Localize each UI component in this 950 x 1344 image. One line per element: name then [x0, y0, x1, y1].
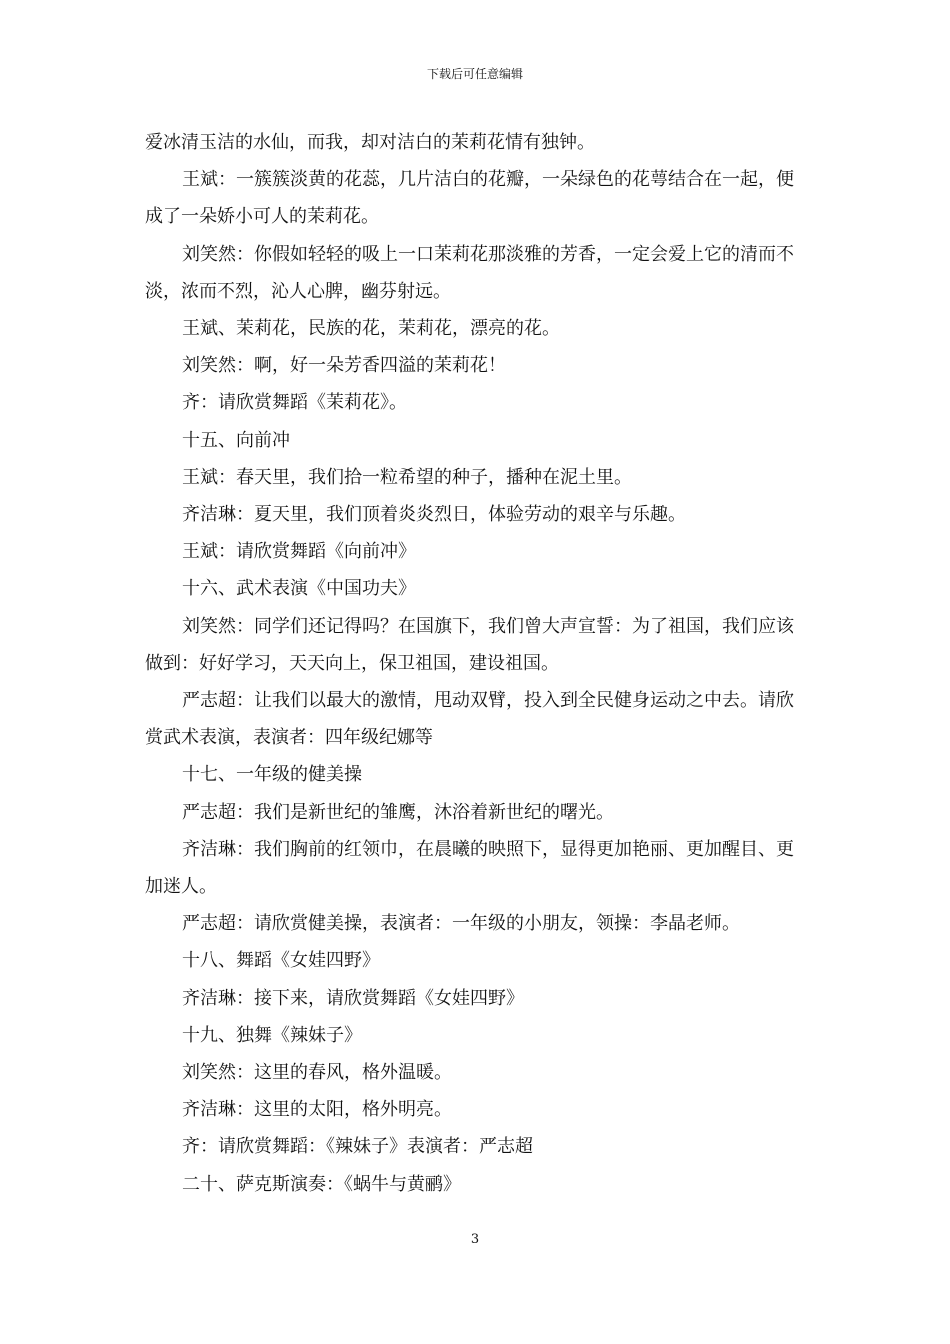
paragraph: 齐：请欣赏舞蹈：《辣妹子》表演者：严志超 — [182, 1136, 533, 1158]
paragraph: 严志超：让我们以最大的激情，甩动双臂，投入到全民健身运动之中去。请欣赏武术表演，表演者：四年级纪娜等 — [145, 690, 794, 749]
paragraph: 齐洁琳：接下来，请欣赏舞蹈《女娃四野》 — [182, 987, 524, 1009]
paragraph: 严志超：我们是新世纪的雏鹰，沐浴着新世纪的曙光。 — [182, 801, 614, 823]
paragraph: 刘笑然：你假如轻轻的吸上一口茉莉花那淡雅的芳香，一定会爱上它的清而不淡，浓而不烈，沁人心脾，幽芬射远。 — [145, 243, 794, 302]
paragraph: 严志超：请欣赏健美操，表演者：一年级的小朋友，领操：李晶老师。 — [182, 913, 740, 935]
section-heading: 十五、向前冲 — [182, 429, 290, 451]
paragraph: 刘笑然：同学们还记得吗？在国旗下，我们曾大声宣誓：为了祖国，我们应该做到：好好学习，天天向上，保卫祖国，建设祖国。 — [145, 615, 794, 674]
page-number: 3 — [470, 1232, 480, 1247]
section-heading: 十九、独舞《辣妹子》 — [182, 1024, 362, 1046]
paragraph: 刘笑然：这里的春风，格外温暖。 — [182, 1062, 452, 1084]
section-heading: 二十、萨克斯演奏：《蜗牛与黄鹂》 — [182, 1173, 461, 1195]
section-heading: 十六、武术表演《中国功夫》 — [182, 578, 416, 600]
paragraph: 齐：请欣赏舞蹈《茉莉花》。 — [182, 392, 407, 414]
page-header: 下载后可任意编辑 — [426, 67, 523, 81]
paragraph: 齐洁琳：这里的太阳，格外明亮。 — [182, 1099, 452, 1121]
section-heading: 十七、一年级的健美操 — [182, 764, 362, 786]
paragraph: 刘笑然：啊，好一朵芳香四溢的茉莉花！ — [182, 355, 506, 377]
document-body — [145, 124, 810, 1203]
section-heading: 十八、舞蹈《女娃四野》 — [182, 950, 380, 972]
paragraph: 齐洁琳：夏天里，我们顶着炎炎烈日，体验劳动的艰辛与乐趣。 — [182, 504, 686, 526]
paragraph: 爱冰清玉洁的水仙，而我，却对洁白的茉莉花情有独钟。 — [145, 132, 595, 153]
paragraph: 王斌：春天里，我们拾一粒希望的种子，播种在泥土里。 — [182, 466, 632, 488]
paragraph: 王斌、茉莉花，民族的花，茉莉花，漂亮的花。 — [182, 318, 560, 340]
paragraph: 王斌：请欣赏舞蹈《向前冲》 — [182, 541, 416, 563]
paragraph: 齐洁琳：我们胸前的红领巾，在晨曦的映照下，显得更加艳丽、更加醒目、更加迷人。 — [145, 838, 794, 898]
paragraph: 王斌：一簇簇淡黄的花蕊，几片洁白的花瓣，一朵绿色的花萼结合在一起，便成了一朵娇小可人的茉莉花。 — [145, 169, 794, 228]
